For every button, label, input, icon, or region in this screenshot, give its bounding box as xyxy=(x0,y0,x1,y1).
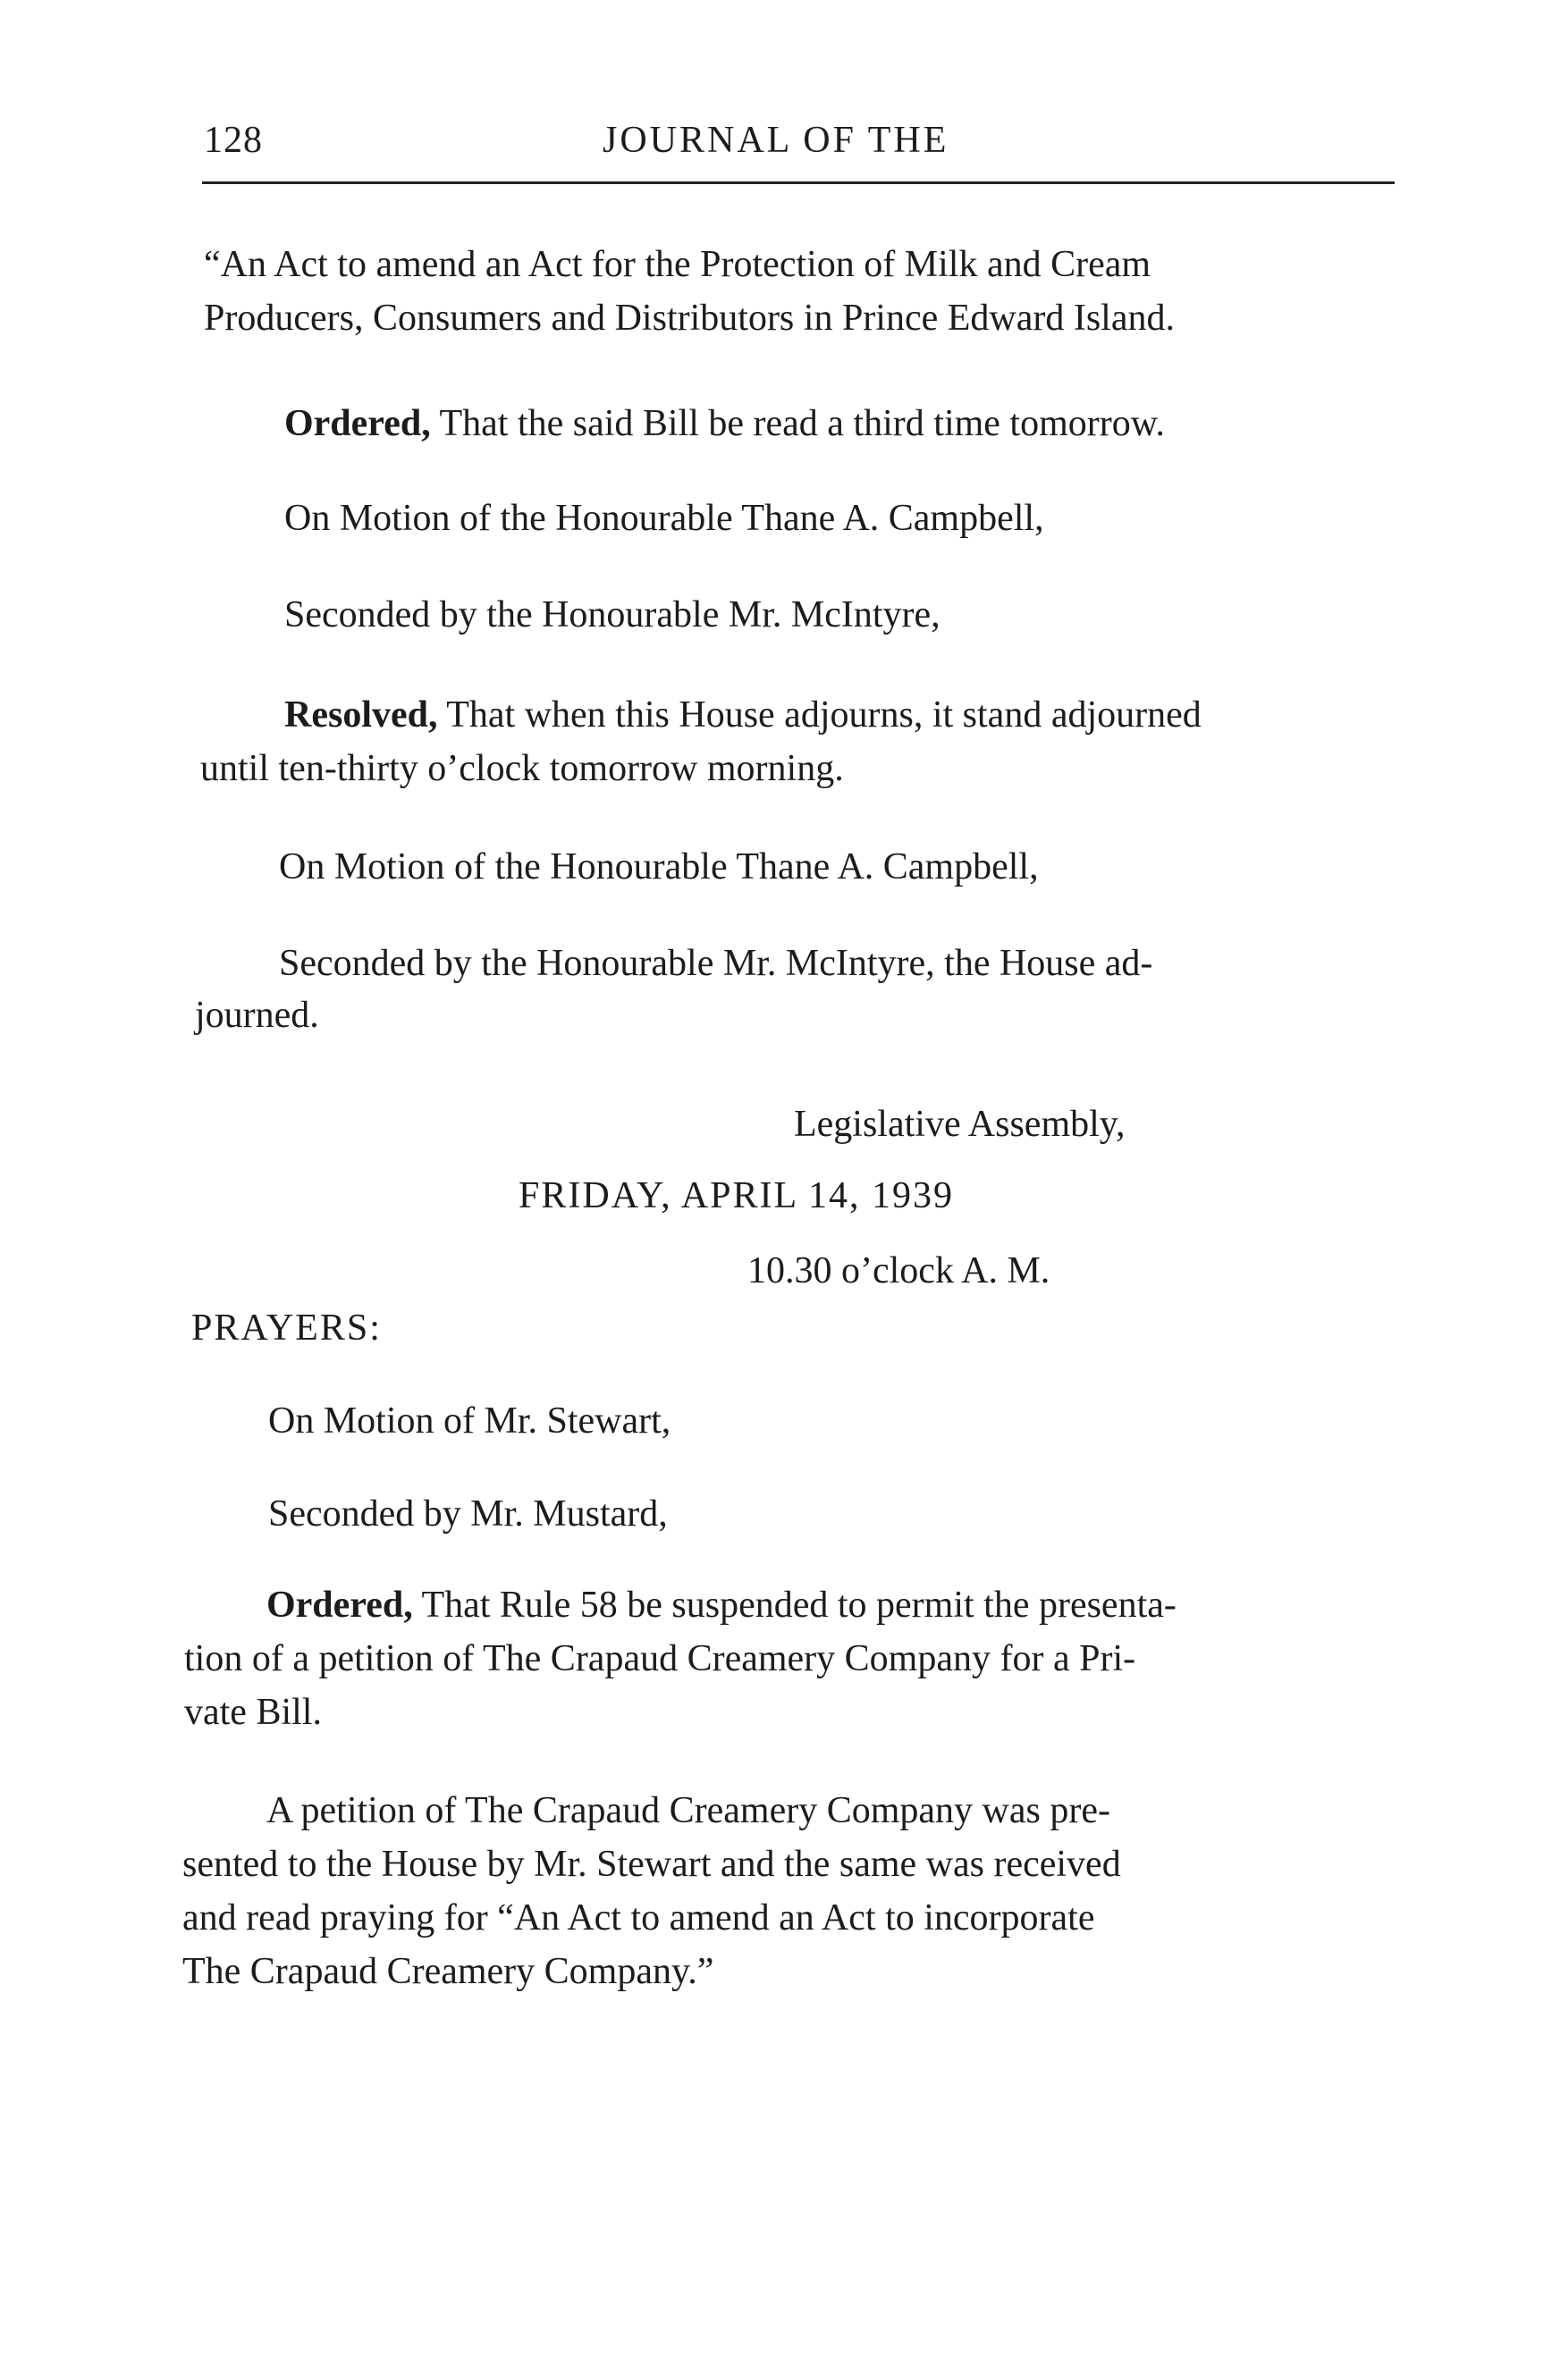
header-rule xyxy=(202,181,1395,184)
legislative-assembly-line xyxy=(794,1097,1126,1151)
resolved-paragraph xyxy=(284,688,1202,742)
seconded-2-line-1: Seconded by the Honourable Mr. McIntyre, the House ad- xyxy=(279,943,1153,984)
ordered-third-reading-paragraph xyxy=(284,397,1165,450)
seconded-paragraph-3 xyxy=(268,1487,668,1541)
resolved-line-1-text: That when this House adjourns, it stand adjourned xyxy=(437,694,1202,736)
resolved-continuation xyxy=(200,742,844,795)
seconded-3-text: Seconded by Mr. Mustard, xyxy=(268,1493,668,1535)
ordered-rule-lead: Ordered, xyxy=(266,1585,413,1626)
prayers-line xyxy=(191,1301,382,1355)
seconded-paragraph-1 xyxy=(284,588,940,642)
petition-line-2: sented to the House by Mr. Stewart and the same was received xyxy=(182,1844,1121,1885)
act-title-paragraph xyxy=(204,238,1175,345)
ordered-text: That the said Bill be read a third time tomorrow. xyxy=(430,403,1165,444)
motion-3-text: On Motion of Mr. Stewart, xyxy=(268,1400,671,1442)
ordered-rule-paragraph xyxy=(266,1578,1177,1632)
session-time: 10.30 o’clock A. M. xyxy=(747,1250,1050,1291)
ordered-lead: Ordered, xyxy=(284,403,431,444)
legislative-assembly: Legislative Assembly, xyxy=(794,1104,1126,1145)
session-date: FRIDAY, APRIL 14, 1939 xyxy=(519,1175,955,1216)
seconded-paragraph-2 xyxy=(279,937,1152,990)
motion-paragraph-3 xyxy=(268,1394,671,1448)
ordered-rule-line-3: vate Bill. xyxy=(184,1692,322,1733)
petition-line-3: and read praying for “An Act to amend an Act to incorporate xyxy=(182,1897,1095,1938)
seconded-2-line-2: journed. xyxy=(195,995,319,1036)
act-title-line-1: “An Act to amend an Act for the Protection of Milk and Cream xyxy=(204,244,1151,285)
ordered-rule-line-2: tion of a petition of The Crapaud Creamery Company for a Pri- xyxy=(184,1638,1136,1679)
resolved-lead: Resolved, xyxy=(284,694,438,736)
petition-continuation xyxy=(182,1838,1121,1998)
petition-line-1: A petition of The Crapaud Creamery Company was pre- xyxy=(266,1790,1110,1831)
motion-2-text: On Motion of the Honourable Thane A. Campbell, xyxy=(279,846,1039,887)
ordered-rule-line-1-text: That Rule 58 be suspended to permit the presenta- xyxy=(412,1585,1177,1626)
running-title: JOURNAL OF THE xyxy=(603,120,949,161)
prayers-heading: PRAYERS: xyxy=(191,1308,382,1349)
act-title-line-2: Producers, Consumers and Distributors in Prince Edward Island. xyxy=(204,298,1175,339)
session-time-line xyxy=(747,1244,1050,1298)
ordered-rule-continuation xyxy=(184,1632,1135,1739)
page-number: 128 xyxy=(204,120,263,161)
seconded-1-text: Seconded by the Honourable Mr. McIntyre, xyxy=(284,594,940,635)
session-date-line xyxy=(519,1169,954,1223)
motion-1-text: On Motion of the Honourable Thane A. Campbell, xyxy=(284,498,1044,539)
petition-line-4: The Crapaud Creamery Company.” xyxy=(182,1951,714,1992)
petition-paragraph xyxy=(266,1784,1110,1838)
resolved-line-1 xyxy=(284,688,1202,742)
resolved-line-2: until ten-thirty o’clock tomorrow morning. xyxy=(200,748,844,789)
motion-paragraph-1 xyxy=(284,492,1044,545)
seconded-paragraph-2-continuation xyxy=(195,988,319,1042)
motion-paragraph-2 xyxy=(279,840,1039,894)
